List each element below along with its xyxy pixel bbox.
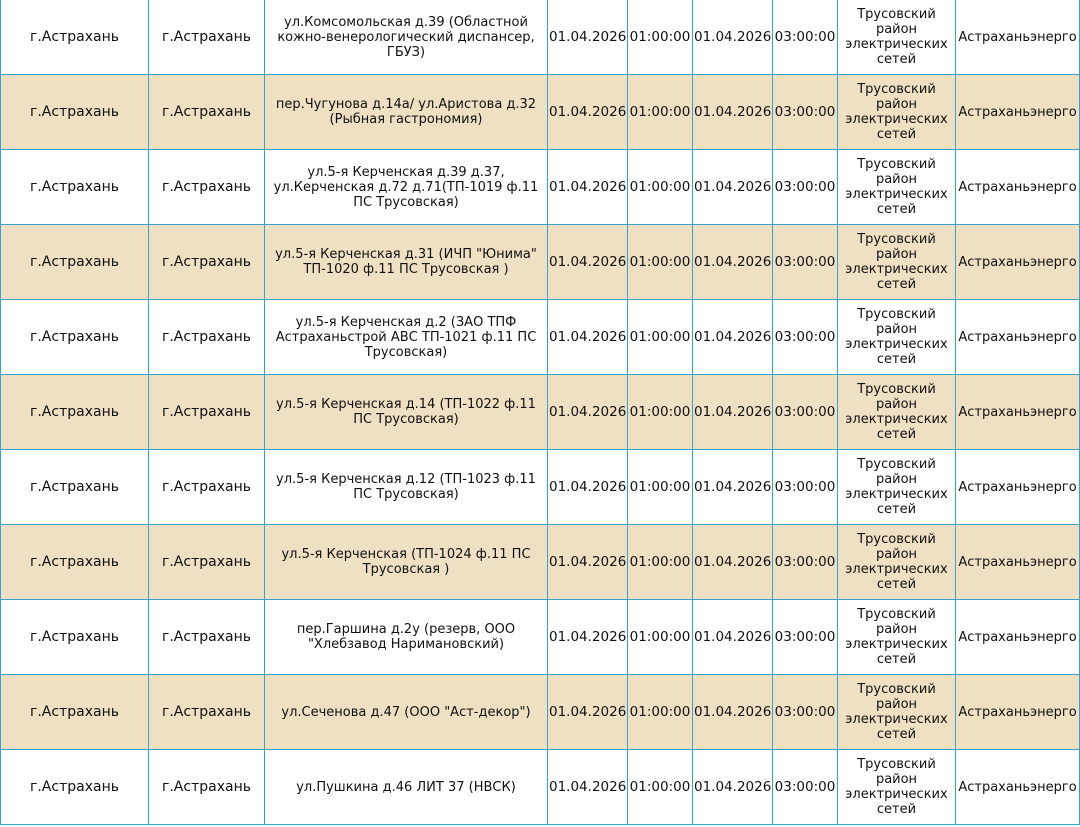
settlement-text: г.Астрахань [162,403,251,420]
address-text: ул.5-я Керченская д.31 (ИЧП "Юнима" ТП-1020 ф.11 ПС Трусовская ) [275,247,537,277]
end-time-cell [773,675,838,750]
end-date-cell [693,225,773,300]
start-date-text: 01.04.2026 [549,253,627,270]
settlement-cell [149,0,265,75]
end-time-cell [773,225,838,300]
start-time-cell [628,75,693,150]
settlement-cell [149,525,265,600]
city-text: г.Астрахань [30,478,119,495]
end-time-text: 03:00:00 [774,778,836,795]
address-cell [265,600,548,675]
table-row [1,750,1080,825]
start-date-text: 01.04.2026 [549,178,627,195]
end-date-text: 01.04.2026 [694,103,772,120]
start-time-cell [628,600,693,675]
address-cell [265,75,548,150]
city-cell [1,150,149,225]
city-text: г.Астрахань [30,553,119,570]
start-time-cell [628,750,693,825]
address-text: ул.5-я Керченская д.39 д.37, ул.Керченская д.72 д.71(ТП-1019 ф.11 ПС Трусовская) [273,164,539,210]
city-cell [1,750,149,825]
end-time-cell [773,375,838,450]
settlement-cell [149,375,265,450]
start-date-cell [548,450,628,525]
city-cell [1,525,149,600]
end-time-text: 03:00:00 [774,403,836,420]
address-cell [265,450,548,525]
organization-cell [956,525,1080,600]
settlement-text: г.Астрахань [162,253,251,270]
start-date-text: 01.04.2026 [549,103,627,120]
end-date-text: 01.04.2026 [694,28,772,45]
start-time-cell [628,300,693,375]
start-date-text: 01.04.2026 [549,328,627,345]
settlement-cell [149,600,265,675]
table-row [1,525,1080,600]
organization-cell [956,675,1080,750]
address-cell [265,525,548,600]
organization-text: Астраханьэнерго [958,179,1077,195]
organization-cell [956,150,1080,225]
table-row [1,75,1080,150]
city-text: г.Астрахань [30,703,119,720]
organization-cell [956,375,1080,450]
region-text: Трусовский район электрических сетей [845,382,948,442]
city-cell [1,0,149,75]
end-time-cell [773,0,838,75]
city-text: г.Астрахань [30,328,119,345]
start-time-text: 01:00:00 [629,103,691,120]
address-cell [265,375,548,450]
end-date-cell [693,600,773,675]
address-text: ул.5-я Керченская д.12 (ТП-1023 ф.11 ПС Трусовская) [276,472,536,502]
region-cell [838,600,956,675]
start-date-text: 01.04.2026 [549,403,627,420]
table-row [1,0,1080,75]
address-cell [265,150,548,225]
settlement-text: г.Астрахань [162,778,251,795]
end-time-cell [773,300,838,375]
start-time-text: 01:00:00 [629,628,691,645]
city-cell [1,675,149,750]
organization-cell [956,0,1080,75]
city-text: г.Астрахань [30,778,119,795]
settlement-text: г.Астрахань [162,103,251,120]
start-date-text: 01.04.2026 [549,628,627,645]
start-date-cell [548,675,628,750]
end-time-cell [773,600,838,675]
city-text: г.Астрахань [30,28,119,45]
settlement-cell [149,150,265,225]
organization-cell [956,225,1080,300]
end-date-cell [693,450,773,525]
start-date-text: 01.04.2026 [549,553,627,570]
start-date-cell [548,600,628,675]
table-row [1,300,1080,375]
end-date-text: 01.04.2026 [694,478,772,495]
settlement-text: г.Астрахань [162,28,251,45]
address-text: ул.Сеченова д.47 (ООО "Аст-декор") [281,704,531,720]
city-text: г.Астрахань [30,253,119,270]
address-text: ул.5-я Керченская д.2 (ЗАО ТПФ Астраханьстрой АВС ТП-1021 ф.11 ПС Трусовская) [275,314,537,360]
end-date-cell [693,675,773,750]
end-date-cell [693,75,773,150]
organization-text: Астраханьэнерго [958,479,1077,495]
organization-text: Астраханьэнерго [958,404,1077,420]
settlement-text: г.Астрахань [162,178,251,195]
end-date-text: 01.04.2026 [694,628,772,645]
end-date-text: 01.04.2026 [694,778,772,795]
end-date-cell [693,525,773,600]
region-text: Трусовский район электрических сетей [845,457,948,517]
region-text: Трусовский район электрических сетей [845,157,948,217]
organization-text: Астраханьэнерго [958,254,1077,270]
address-text: ул.Комсомольская д.39 (Областной кожно-венерологический диспансер, ГБУЗ) [277,14,535,60]
region-text: Трусовский район электрических сетей [845,7,948,67]
table-row [1,375,1080,450]
region-cell [838,225,956,300]
organization-cell [956,600,1080,675]
address-text: ул.Пушкина д.46 ЛИТ 37 (НВСК) [296,779,516,795]
settlement-text: г.Астрахань [162,628,251,645]
table-row [1,150,1080,225]
start-date-text: 01.04.2026 [549,478,627,495]
settlement-cell [149,300,265,375]
region-text: Трусовский район электрических сетей [845,232,948,292]
address-text: ул.5-я Керченская д.14 (ТП-1022 ф.11 ПС Трусовская) [276,397,536,427]
city-cell [1,375,149,450]
address-cell [265,300,548,375]
start-time-text: 01:00:00 [629,178,691,195]
city-cell [1,450,149,525]
organization-cell [956,75,1080,150]
organization-text: Астраханьэнерго [958,629,1077,645]
settlement-cell [149,750,265,825]
city-text: г.Астрахань [30,178,119,195]
start-date-text: 01.04.2026 [549,703,627,720]
organization-text: Астраханьэнерго [958,104,1077,120]
table-row [1,600,1080,675]
address-text: пер.Чугунова д.14а/ ул.Аристова д.32 (Рыбная гастрономия) [275,97,537,127]
end-time-text: 03:00:00 [774,553,836,570]
organization-text: Астраханьэнерго [958,329,1077,345]
start-time-text: 01:00:00 [629,703,691,720]
start-date-cell [548,750,628,825]
region-text: Трусовский район электрических сетей [845,607,948,667]
start-time-text: 01:00:00 [629,28,691,45]
end-time-cell [773,450,838,525]
address-text: пер.Гаршина д.2у (резерв, ООО "Хлебзавод Наримановский) [296,622,516,652]
end-time-text: 03:00:00 [774,28,836,45]
settlement-text: г.Астрахань [162,328,251,345]
end-date-cell [693,375,773,450]
start-time-cell [628,675,693,750]
end-date-text: 01.04.2026 [694,253,772,270]
end-time-text: 03:00:00 [774,328,836,345]
end-time-text: 03:00:00 [774,178,836,195]
settlement-text: г.Астрахань [162,703,251,720]
region-cell [838,450,956,525]
end-time-cell [773,75,838,150]
end-time-text: 03:00:00 [774,628,836,645]
start-time-text: 01:00:00 [629,478,691,495]
region-text: Трусовский район электрических сетей [845,682,948,742]
address-cell [265,675,548,750]
start-time-cell [628,525,693,600]
start-time-cell [628,150,693,225]
city-text: г.Астрахань [30,103,119,120]
end-time-text: 03:00:00 [774,253,836,270]
end-time-text: 03:00:00 [774,703,836,720]
city-cell [1,225,149,300]
address-cell [265,225,548,300]
end-date-text: 01.04.2026 [694,553,772,570]
address-cell [265,0,548,75]
end-date-cell [693,150,773,225]
start-time-text: 01:00:00 [629,328,691,345]
city-cell [1,300,149,375]
settlement-cell [149,75,265,150]
end-time-text: 03:00:00 [774,478,836,495]
table-body [1,0,1080,825]
start-date-cell [548,375,628,450]
end-date-text: 01.04.2026 [694,403,772,420]
start-date-text: 01.04.2026 [549,778,627,795]
table-row [1,450,1080,525]
region-cell [838,0,956,75]
end-time-text: 03:00:00 [774,103,836,120]
start-date-cell [548,150,628,225]
region-cell [838,150,956,225]
organization-text: Астраханьэнерго [958,554,1077,570]
region-cell [838,300,956,375]
region-cell [838,675,956,750]
end-date-text: 01.04.2026 [694,178,772,195]
start-time-cell [628,225,693,300]
organization-cell [956,450,1080,525]
end-date-text: 01.04.2026 [694,328,772,345]
start-time-text: 01:00:00 [629,253,691,270]
start-date-cell [548,225,628,300]
city-text: г.Астрахань [30,403,119,420]
start-date-cell [548,300,628,375]
address-cell [265,750,548,825]
city-cell [1,600,149,675]
end-date-cell [693,0,773,75]
start-time-text: 01:00:00 [629,403,691,420]
region-cell [838,750,956,825]
organization-cell [956,750,1080,825]
organization-cell [956,300,1080,375]
organization-text: Астраханьэнерго [958,29,1077,45]
table-row [1,225,1080,300]
start-time-cell [628,0,693,75]
settlement-text: г.Астрахань [162,553,251,570]
region-text: Трусовский район электрических сетей [845,532,948,592]
end-time-cell [773,150,838,225]
region-text: Трусовский район электрических сетей [845,757,948,817]
start-date-cell [548,75,628,150]
region-cell [838,75,956,150]
end-time-cell [773,750,838,825]
end-date-cell [693,300,773,375]
end-date-cell [693,750,773,825]
start-date-text: 01.04.2026 [549,28,627,45]
region-text: Трусовский район электрических сетей [845,307,948,367]
region-cell [838,375,956,450]
organization-text: Астраханьэнерго [958,704,1077,720]
start-date-cell [548,525,628,600]
start-date-cell [548,0,628,75]
settlement-text: г.Астрахань [162,478,251,495]
region-text: Трусовский район электрических сетей [845,82,948,142]
start-time-cell [628,375,693,450]
settlement-cell [149,675,265,750]
end-date-text: 01.04.2026 [694,703,772,720]
end-time-cell [773,525,838,600]
region-cell [838,525,956,600]
city-cell [1,75,149,150]
settlement-cell [149,225,265,300]
address-text: ул.5-я Керченская (ТП-1024 ф.11 ПС Трусовская ) [281,547,531,577]
start-time-text: 01:00:00 [629,778,691,795]
start-time-cell [628,450,693,525]
organization-text: Астраханьэнерго [958,779,1077,795]
settlement-cell [149,450,265,525]
table-row [1,675,1080,750]
city-text: г.Астрахань [30,628,119,645]
start-time-text: 01:00:00 [629,553,691,570]
